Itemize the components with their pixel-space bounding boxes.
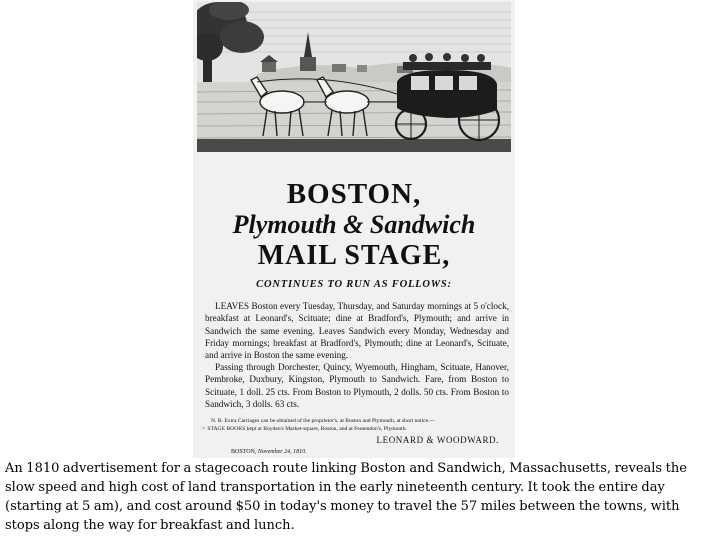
poster-subheading: CONTINUES TO RUN AS FOLLOWS: xyxy=(256,279,452,290)
poster-title-plymouth-sandwich: Plymouth & Sandwich xyxy=(232,210,476,239)
stage-books-note xyxy=(201,425,511,433)
dateline xyxy=(231,449,307,455)
pointing-hand-icon: ☞ xyxy=(201,426,207,432)
dateline-city: BOSTON, xyxy=(231,449,257,455)
stagecoach-illustration xyxy=(197,2,511,152)
advertisement-poster xyxy=(193,0,515,458)
poster-title-boston: BOSTON, xyxy=(286,178,422,210)
schedule-paragraph: LEAVES Boston every Tuesday, Thursday, and Saturday mornings at 5 o'clock, breakfast at Leonard's, Scituate; dine at Bradford's, Plymouth; and arrive in Sandwich the same evening. Leaves Sandwich every Monday, Wednesday and Friday mornings; breakfast at Bradford's, Plymouth; dine at Leonard's, Scituate, and arrive in Boston the same evening. xyxy=(205,301,509,361)
extra-carriages-note: N. B. Extra Carriages can be obtained of the proprietor's, at Boston and Plymouth, at short notice.— xyxy=(211,418,436,424)
stage-books-text: STAGE BOOKS kept at Boyden's Market-square, Boston, and at Fessendon's, Plymouth. xyxy=(207,426,407,432)
image-caption: An 1810 advertisement for a stagecoach route linking Boston and Sandwich, Massachusetts, reveals the slow speed and high cost of land transportation in the early nineteenth century. It took the entire day (starting at 5 am), and cost around $50 in today's money to travel the 57 miles between the towns, with stops along the way for breakfast and lunch. xyxy=(5,461,687,533)
dateline-date: November 24, 1810. xyxy=(257,449,307,455)
proprietors-signature: LEONARD & WOODWARD. xyxy=(376,435,499,445)
poster-title-mail-stage: MAIL STAGE, xyxy=(257,240,451,271)
fares-paragraph: Passing through Dorchester, Quincy, Wyemouth, Hingham, Scituate, Hanover, Pembroke, Duxbury, Kingston, Plymouth to Sandwich. Fare, from Boston to Scituate, 1 doll. 25 cts. From Boston to Plymouth, 2 dolls. 50 cts. From Boston to Sandwich, 3 dolls. 63 cts. xyxy=(205,362,509,409)
